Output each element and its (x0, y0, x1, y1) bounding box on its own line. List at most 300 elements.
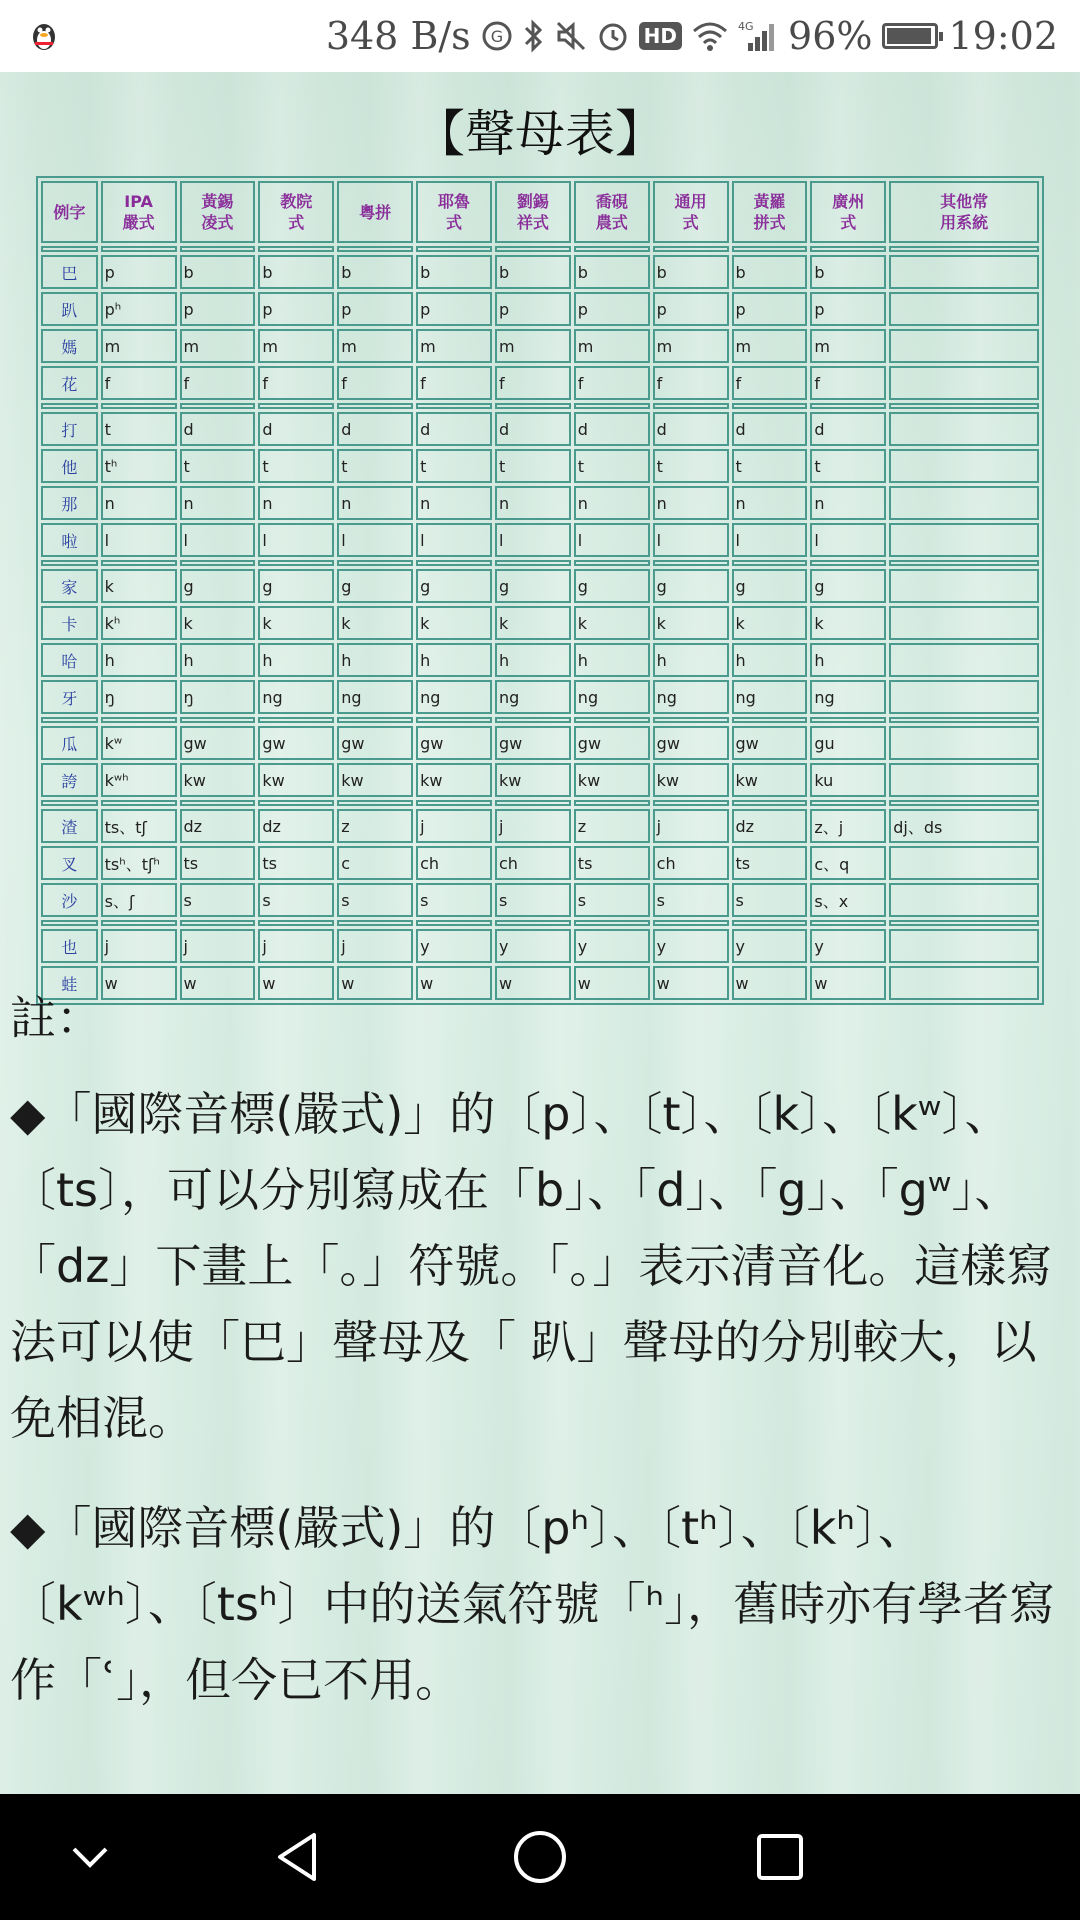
separator-cell (495, 246, 571, 252)
romanization-cell: t (732, 449, 808, 483)
separator-cell (732, 800, 808, 806)
example-char-cell: 沙 (41, 883, 98, 917)
romanization-cell: h (180, 643, 256, 677)
separator-cell (416, 800, 492, 806)
romanization-cell: g (495, 569, 571, 603)
romanization-cell: f (574, 366, 650, 400)
separator-cell (574, 920, 650, 926)
separator-cell (732, 246, 808, 252)
romanization-cell: kʷʰ (101, 763, 177, 797)
separator-cell (258, 403, 334, 409)
separator-cell (101, 560, 177, 566)
separator-cell (732, 403, 808, 409)
separator-cell (41, 246, 98, 252)
example-char-cell: 瓜 (41, 726, 98, 760)
romanization-cell: y (732, 929, 808, 963)
romanization-cell: pʰ (101, 292, 177, 326)
separator-cell (101, 246, 177, 252)
romanization-cell: t (810, 449, 886, 483)
romanization-cell: g (416, 569, 492, 603)
romanization-cell: b (258, 255, 334, 289)
romanization-cell: l (732, 523, 808, 557)
separator-cell (416, 717, 492, 723)
separator-cell (810, 403, 886, 409)
romanization-cell: b (653, 255, 729, 289)
table-row (41, 329, 1039, 363)
romanization-cell: m (653, 329, 729, 363)
romanization-cell: w (653, 966, 729, 1000)
table-row (41, 846, 1039, 880)
separator-cell (574, 560, 650, 566)
separator-cell (180, 403, 256, 409)
table-row (41, 606, 1039, 640)
table-row (41, 366, 1039, 400)
separator-cell (653, 560, 729, 566)
romanization-cell: h (258, 643, 334, 677)
wifi-icon (692, 21, 728, 51)
romanization-cell: k (732, 606, 808, 640)
romanization-cell: gw (574, 726, 650, 760)
romanization-cell: kʰ (101, 606, 177, 640)
romanization-cell: j (416, 809, 492, 843)
network-speed: 348 B/s (325, 14, 471, 58)
romanization-cell: g (732, 569, 808, 603)
header-system-3: 教院 式 (258, 181, 334, 243)
chevron-down-icon[interactable] (60, 1827, 120, 1887)
romanization-cell: s (732, 883, 808, 917)
romanization-cell: m (495, 329, 571, 363)
romanization-cell: p (258, 292, 334, 326)
romanization-cell: b (337, 255, 413, 289)
note-paragraph-1: ◆「國際音標(嚴式)」的〔p〕、〔t〕、〔k〕、〔kʷ〕、〔ts〕，可以分別寫成在「b」、「d」、「g」、「gʷ」、「dz」下畫上「。」符號。「。」表示清音化。這樣寫法可以使「巴」聲母及「 趴」聲母的分別較大，以免相混。 (10, 1087, 1053, 1445)
romanization-cell: ch (653, 846, 729, 880)
romanization-cell: m (574, 329, 650, 363)
header-system-8: 通用 式 (653, 181, 729, 243)
romanization-cell: j (337, 929, 413, 963)
separator-cell (101, 717, 177, 723)
romanization-cell: z (337, 809, 413, 843)
romanization-cell: s (574, 883, 650, 917)
romanization-cell (889, 763, 1039, 797)
table-row (41, 569, 1039, 603)
separator-cell (653, 717, 729, 723)
romanization-cell (889, 569, 1039, 603)
separator-cell (180, 920, 256, 926)
mute-icon (555, 20, 587, 52)
romanization-cell: m (258, 329, 334, 363)
romanization-cell: ts (180, 846, 256, 880)
separator-cell (180, 246, 256, 252)
romanization-cell: s (180, 883, 256, 917)
separator-cell (653, 800, 729, 806)
separator-cell (41, 717, 98, 723)
romanization-cell (889, 255, 1039, 289)
separator-cell (889, 717, 1039, 723)
example-char-cell: 叉 (41, 846, 98, 880)
header-system-11: 其他常 用系統 (889, 181, 1039, 243)
initials-table (36, 176, 1044, 1005)
romanization-cell: w (810, 966, 886, 1000)
romanization-cell: gw (258, 726, 334, 760)
romanization-cell: p (574, 292, 650, 326)
separator-cell (101, 403, 177, 409)
romanization-cell: d (495, 412, 571, 446)
romanization-cell (889, 726, 1039, 760)
romanization-cell: k (337, 606, 413, 640)
romanization-cell: j (180, 929, 256, 963)
separator-cell (653, 920, 729, 926)
romanization-cell: ng (653, 680, 729, 714)
web-page[interactable] (0, 72, 1080, 1794)
romanization-cell: tsʰ、tʃʰ (101, 846, 177, 880)
romanization-cell: m (732, 329, 808, 363)
romanization-cell: ng (495, 680, 571, 714)
separator-cell (101, 920, 177, 926)
example-char-cell: 趴 (41, 292, 98, 326)
romanization-cell: kw (258, 763, 334, 797)
back-icon[interactable] (270, 1827, 330, 1887)
romanization-cell (889, 329, 1039, 363)
clock: 19:02 (948, 14, 1058, 58)
signal-type-label: 4G (738, 20, 754, 33)
romanization-cell: ŋ (101, 680, 177, 714)
romanization-cell (889, 606, 1039, 640)
romanization-cell: h (810, 643, 886, 677)
romanization-cell: gu (810, 726, 886, 760)
romanization-cell: w (574, 966, 650, 1000)
romanization-cell (889, 643, 1039, 677)
separator-cell (337, 920, 413, 926)
romanization-cell: s (653, 883, 729, 917)
romanization-cell: s (258, 883, 334, 917)
romanization-cell: n (732, 486, 808, 520)
header-system-4: 粵拼 (337, 181, 413, 243)
romanization-cell: gw (653, 726, 729, 760)
separator-cell (180, 717, 256, 723)
romanization-cell: tʰ (101, 449, 177, 483)
romanization-cell: dz (732, 809, 808, 843)
separator-cell (495, 560, 571, 566)
romanization-cell (889, 523, 1039, 557)
romanization-cell: w (101, 966, 177, 1000)
example-char-cell: 蛙 (41, 966, 98, 1000)
romanization-cell: g (574, 569, 650, 603)
romanization-cell: l (495, 523, 571, 557)
romanization-cell: p (180, 292, 256, 326)
romanization-cell: d (416, 412, 492, 446)
romanization-cell: l (653, 523, 729, 557)
romanization-cell: gw (180, 726, 256, 760)
battery-percent: 96% (788, 14, 873, 58)
separator-cell (258, 717, 334, 723)
romanization-cell: z (574, 809, 650, 843)
romanization-cell: k (258, 606, 334, 640)
romanization-cell: b (495, 255, 571, 289)
romanization-cell: y (416, 929, 492, 963)
table-row (41, 883, 1039, 917)
separator-cell (41, 920, 98, 926)
romanization-cell: ku (810, 763, 886, 797)
romanization-cell: g (180, 569, 256, 603)
romanization-cell: f (416, 366, 492, 400)
separator-cell (810, 246, 886, 252)
separator-cell (574, 403, 650, 409)
romanization-cell: gw (732, 726, 808, 760)
recents-icon[interactable] (750, 1827, 810, 1887)
notes-label: 註： (10, 991, 102, 1045)
romanization-cell (889, 292, 1039, 326)
romanization-cell: d (180, 412, 256, 446)
example-char-cell: 巴 (41, 255, 98, 289)
romanization-cell (889, 883, 1039, 917)
romanization-cell: g (810, 569, 886, 603)
romanization-cell: p (101, 255, 177, 289)
separator-cell (574, 717, 650, 723)
romanization-cell: k (574, 606, 650, 640)
group-separator (41, 403, 1039, 409)
romanization-cell: m (810, 329, 886, 363)
romanization-cell: w (337, 966, 413, 1000)
header-system-10: 廣州 式 (810, 181, 886, 243)
romanization-cell: ŋ (180, 680, 256, 714)
romanization-cell: l (416, 523, 492, 557)
header-system-2: 黃錫 凌式 (180, 181, 256, 243)
romanization-cell: dz (258, 809, 334, 843)
romanization-cell: k (101, 569, 177, 603)
romanization-cell: kw (416, 763, 492, 797)
table-row (41, 292, 1039, 326)
romanization-cell: p (810, 292, 886, 326)
romanization-cell: l (180, 523, 256, 557)
separator-cell (810, 800, 886, 806)
romanization-cell: n (337, 486, 413, 520)
separator-cell (889, 560, 1039, 566)
separator-cell (495, 920, 571, 926)
romanization-cell: j (101, 929, 177, 963)
romanization-cell: ts (258, 846, 334, 880)
romanization-cell: ng (337, 680, 413, 714)
separator-cell (337, 800, 413, 806)
romanization-cell: h (337, 643, 413, 677)
romanization-cell: ng (416, 680, 492, 714)
romanization-cell (889, 412, 1039, 446)
romanization-cell: j (258, 929, 334, 963)
romanization-cell: ch (416, 846, 492, 880)
romanization-cell: ts (732, 846, 808, 880)
separator-cell (41, 403, 98, 409)
romanization-cell (889, 929, 1039, 963)
separator-cell (495, 717, 571, 723)
romanization-cell: ts (574, 846, 650, 880)
romanization-cell: h (653, 643, 729, 677)
romanization-cell: d (732, 412, 808, 446)
romanization-cell: b (180, 255, 256, 289)
romanization-cell: g (653, 569, 729, 603)
separator-cell (574, 246, 650, 252)
romanization-cell: t (180, 449, 256, 483)
example-char-cell: 媽 (41, 329, 98, 363)
romanization-cell: f (810, 366, 886, 400)
table-row (41, 523, 1039, 557)
example-char-cell: 渣 (41, 809, 98, 843)
romanization-cell: f (337, 366, 413, 400)
example-char-cell: 牙 (41, 680, 98, 714)
romanization-cell: kw (574, 763, 650, 797)
romanization-cell: j (653, 809, 729, 843)
navigation-bar (0, 1794, 1080, 1920)
separator-cell (337, 403, 413, 409)
romanization-cell: b (574, 255, 650, 289)
separator-cell (41, 800, 98, 806)
romanization-cell: n (574, 486, 650, 520)
romanization-cell: p (416, 292, 492, 326)
separator-cell (416, 560, 492, 566)
romanization-cell: b (416, 255, 492, 289)
example-char-cell: 家 (41, 569, 98, 603)
table-row (41, 929, 1039, 963)
table-row (41, 726, 1039, 760)
initials-table-container (36, 176, 1044, 1005)
romanization-cell: y (810, 929, 886, 963)
header-system-9: 黃羅 拼式 (732, 181, 808, 243)
separator-cell (810, 717, 886, 723)
table-row (41, 643, 1039, 677)
romanization-cell (889, 449, 1039, 483)
romanization-cell: h (416, 643, 492, 677)
table-row (41, 763, 1039, 797)
page-title: 【聲母表】 (415, 105, 665, 163)
romanization-cell: gw (337, 726, 413, 760)
romanization-cell: n (258, 486, 334, 520)
romanization-cell: c (337, 846, 413, 880)
romanization-cell: kw (495, 763, 571, 797)
romanization-cell: n (495, 486, 571, 520)
romanization-cell: ng (574, 680, 650, 714)
svg-text:G: G (490, 27, 503, 46)
romanization-cell: g (258, 569, 334, 603)
romanization-cell: d (810, 412, 886, 446)
separator-cell (653, 246, 729, 252)
romanization-cell: y (574, 929, 650, 963)
table-row (41, 809, 1039, 843)
romanization-cell: m (416, 329, 492, 363)
romanization-cell: h (732, 643, 808, 677)
romanization-cell: n (653, 486, 729, 520)
bluetooth-icon (523, 19, 545, 53)
separator-cell (810, 560, 886, 566)
separator-cell (41, 560, 98, 566)
group-separator (41, 560, 1039, 566)
status-bar (0, 0, 1080, 72)
notes-section (10, 980, 1070, 1752)
romanization-cell: f (732, 366, 808, 400)
separator-cell (258, 920, 334, 926)
romanization-cell: l (258, 523, 334, 557)
group-separator (41, 920, 1039, 926)
romanization-cell: p (337, 292, 413, 326)
romanization-cell: d (574, 412, 650, 446)
romanization-cell (889, 486, 1039, 520)
romanization-cell: kw (653, 763, 729, 797)
data-saver-icon (481, 20, 513, 52)
example-char-cell: 他 (41, 449, 98, 483)
romanization-cell: p (732, 292, 808, 326)
romanization-cell: t (337, 449, 413, 483)
separator-cell (180, 800, 256, 806)
romanization-cell: f (101, 366, 177, 400)
romanization-cell: d (653, 412, 729, 446)
romanization-cell: d (337, 412, 413, 446)
romanization-cell: h (574, 643, 650, 677)
romanization-cell: gw (416, 726, 492, 760)
romanization-cell (889, 680, 1039, 714)
romanization-cell: f (258, 366, 334, 400)
table-row (41, 449, 1039, 483)
table-row (41, 680, 1039, 714)
group-separator (41, 717, 1039, 723)
separator-cell (258, 246, 334, 252)
romanization-cell: t (653, 449, 729, 483)
separator-cell (732, 560, 808, 566)
romanization-cell: h (495, 643, 571, 677)
romanization-cell (889, 366, 1039, 400)
romanization-cell: g (337, 569, 413, 603)
separator-cell (495, 403, 571, 409)
romanization-cell: k (810, 606, 886, 640)
romanization-cell: kw (732, 763, 808, 797)
romanization-cell: f (495, 366, 571, 400)
cellular-signal-icon (738, 19, 778, 53)
romanization-cell: w (180, 966, 256, 1000)
romanization-cell: ng (258, 680, 334, 714)
romanization-cell: k (180, 606, 256, 640)
separator-cell (337, 717, 413, 723)
example-char-cell: 打 (41, 412, 98, 446)
separator-cell (889, 800, 1039, 806)
battery-level (887, 28, 931, 44)
romanization-cell: b (732, 255, 808, 289)
separator-cell (732, 717, 808, 723)
home-icon[interactable] (510, 1827, 570, 1887)
example-char-cell: 哈 (41, 643, 98, 677)
romanization-cell: y (495, 929, 571, 963)
header-system-7: 喬硯 農式 (574, 181, 650, 243)
romanization-cell: t (416, 449, 492, 483)
romanization-cell: k (653, 606, 729, 640)
romanization-cell: n (416, 486, 492, 520)
romanization-cell: d (258, 412, 334, 446)
romanization-cell: s (337, 883, 413, 917)
romanization-cell: w (258, 966, 334, 1000)
romanization-cell: c、q (810, 846, 886, 880)
table-row (41, 486, 1039, 520)
romanization-cell: ts、tʃ (101, 809, 177, 843)
group-separator (41, 800, 1039, 806)
romanization-cell: s、x (810, 883, 886, 917)
romanization-cell: m (337, 329, 413, 363)
separator-cell (337, 246, 413, 252)
example-char-cell: 誇 (41, 763, 98, 797)
romanization-cell: y (653, 929, 729, 963)
separator-cell (258, 800, 334, 806)
romanization-cell: kʷ (101, 726, 177, 760)
romanization-cell: ng (732, 680, 808, 714)
separator-cell (416, 246, 492, 252)
romanization-cell: s (495, 883, 571, 917)
romanization-cell: j (495, 809, 571, 843)
separator-cell (732, 920, 808, 926)
romanization-cell: l (574, 523, 650, 557)
